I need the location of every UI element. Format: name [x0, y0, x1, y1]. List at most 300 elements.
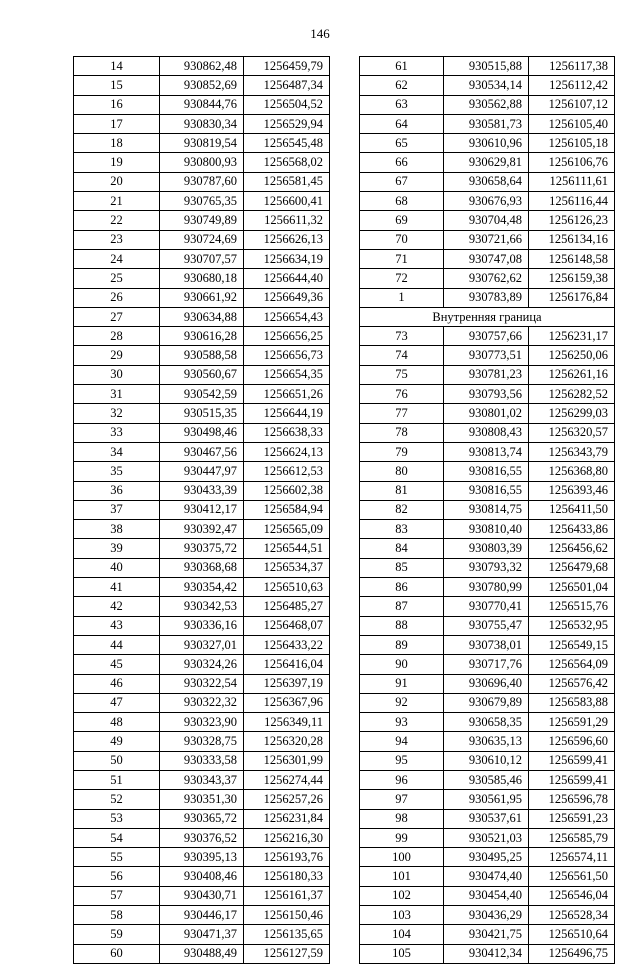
- y-coordinate-cell: 1256581,45: [244, 172, 330, 191]
- x-coordinate-cell: 930770,41: [444, 597, 529, 616]
- x-coordinate-cell: 930658,35: [444, 713, 529, 732]
- x-coordinate-cell: 930561,95: [444, 790, 529, 809]
- y-coordinate-cell: 1256496,75: [529, 944, 615, 963]
- x-coordinate-cell: 930322,54: [160, 674, 244, 693]
- point-number-cell: 56: [74, 867, 160, 886]
- table-row: [360, 751, 615, 770]
- point-number-cell: 36: [74, 481, 160, 500]
- y-coordinate-cell: 1256180,33: [244, 867, 330, 886]
- point-number-cell: 38: [74, 520, 160, 539]
- point-number-cell: 48: [74, 713, 160, 732]
- y-coordinate-cell: 1256117,38: [529, 57, 615, 76]
- x-coordinate-cell: 930781,23: [444, 365, 529, 384]
- point-number-cell: 20: [74, 172, 160, 191]
- table-row: [360, 578, 615, 597]
- table-row: [74, 635, 330, 654]
- y-coordinate-cell: 1256105,18: [529, 134, 615, 153]
- table-row: [74, 365, 330, 384]
- x-coordinate-cell: 930808,43: [444, 423, 529, 442]
- y-coordinate-cell: 1256107,12: [529, 95, 615, 114]
- x-coordinate-cell: 930844,76: [160, 95, 244, 114]
- x-coordinate-cell: 930801,02: [444, 404, 529, 423]
- point-number-cell: 101: [360, 867, 444, 886]
- x-coordinate-cell: 930635,13: [444, 732, 529, 751]
- y-coordinate-cell: 1256367,96: [244, 693, 330, 712]
- table-row: [74, 346, 330, 365]
- point-number-cell: 35: [74, 462, 160, 481]
- table-row: [74, 481, 330, 500]
- y-coordinate-cell: 1256649,36: [244, 288, 330, 307]
- point-number-cell: 76: [360, 385, 444, 404]
- x-coordinate-cell: 930322,32: [160, 693, 244, 712]
- point-number-cell: 63: [360, 95, 444, 114]
- y-coordinate-cell: 1256624,13: [244, 442, 330, 461]
- y-coordinate-cell: 1256585,79: [529, 828, 615, 847]
- x-coordinate-cell: 930780,99: [444, 578, 529, 597]
- table-row: [360, 230, 615, 249]
- table-row: [74, 462, 330, 481]
- point-number-cell: 62: [360, 76, 444, 95]
- y-coordinate-cell: 1256216,30: [244, 828, 330, 847]
- table-row: [360, 635, 615, 654]
- x-coordinate-cell: 930749,89: [160, 211, 244, 230]
- y-coordinate-cell: 1256656,25: [244, 327, 330, 346]
- point-number-cell: 23: [74, 230, 160, 249]
- x-coordinate-cell: 930375,72: [160, 539, 244, 558]
- x-coordinate-cell: 930562,88: [444, 95, 529, 114]
- table-row: [360, 327, 615, 346]
- table-row: [360, 76, 615, 95]
- point-number-cell: 61: [360, 57, 444, 76]
- y-coordinate-cell: 1256176,84: [529, 288, 615, 307]
- y-coordinate-cell: 1256544,51: [244, 539, 330, 558]
- x-coordinate-cell: 930747,08: [444, 249, 529, 268]
- point-number-cell: 18: [74, 134, 160, 153]
- x-coordinate-cell: 930810,40: [444, 520, 529, 539]
- y-coordinate-cell: 1256644,19: [244, 404, 330, 423]
- point-number-cell: 22: [74, 211, 160, 230]
- point-number-cell: 80: [360, 462, 444, 481]
- point-number-cell: 83: [360, 520, 444, 539]
- y-coordinate-cell: 1256574,11: [529, 848, 615, 867]
- y-coordinate-cell: 1256600,41: [244, 192, 330, 211]
- table-row: [360, 249, 615, 268]
- table-row: [360, 57, 615, 76]
- y-coordinate-cell: 1256528,34: [529, 906, 615, 925]
- y-coordinate-cell: 1256599,41: [529, 770, 615, 789]
- point-number-cell: 68: [360, 192, 444, 211]
- point-number-cell: 69: [360, 211, 444, 230]
- point-number-cell: 33: [74, 423, 160, 442]
- point-number-cell: 55: [74, 848, 160, 867]
- y-coordinate-cell: 1256638,33: [244, 423, 330, 442]
- table-row: [74, 442, 330, 461]
- point-number-cell: 54: [74, 828, 160, 847]
- y-coordinate-cell: 1256416,04: [244, 655, 330, 674]
- x-coordinate-cell: 930408,46: [160, 867, 244, 886]
- x-coordinate-cell: 930819,54: [160, 134, 244, 153]
- x-coordinate-cell: 930581,73: [444, 114, 529, 133]
- point-number-cell: 70: [360, 230, 444, 249]
- point-number-cell: 98: [360, 809, 444, 828]
- table-row: [360, 925, 615, 944]
- x-coordinate-cell: 930333,58: [160, 751, 244, 770]
- x-coordinate-cell: 930323,90: [160, 713, 244, 732]
- table-row: [360, 134, 615, 153]
- point-number-cell: 30: [74, 365, 160, 384]
- x-coordinate-cell: 930680,18: [160, 269, 244, 288]
- point-number-cell: 34: [74, 442, 160, 461]
- point-number-cell: 78: [360, 423, 444, 442]
- x-coordinate-cell: 930616,28: [160, 327, 244, 346]
- point-number-cell: 97: [360, 790, 444, 809]
- table-row: [360, 770, 615, 789]
- x-coordinate-cell: 930588,58: [160, 346, 244, 365]
- table-row: [74, 385, 330, 404]
- table-row: [360, 886, 615, 905]
- table-row: [74, 423, 330, 442]
- y-coordinate-cell: 1256626,13: [244, 230, 330, 249]
- y-coordinate-cell: 1256611,32: [244, 211, 330, 230]
- y-coordinate-cell: 1256644,40: [244, 269, 330, 288]
- point-number-cell: 28: [74, 327, 160, 346]
- table-row: [74, 655, 330, 674]
- table-row: [74, 790, 330, 809]
- x-coordinate-cell: 930412,17: [160, 500, 244, 519]
- point-number-cell: 17: [74, 114, 160, 133]
- x-coordinate-cell: 930813,74: [444, 442, 529, 461]
- y-coordinate-cell: 1256127,59: [244, 944, 330, 963]
- y-coordinate-cell: 1256564,09: [529, 655, 615, 674]
- table-row: [74, 76, 330, 95]
- coordinates-table-right: [359, 56, 615, 964]
- y-coordinate-cell: 1256320,57: [529, 423, 615, 442]
- point-number-cell: 75: [360, 365, 444, 384]
- point-number-cell: 31: [74, 385, 160, 404]
- x-coordinate-cell: 930800,93: [160, 153, 244, 172]
- point-number-cell: 53: [74, 809, 160, 828]
- y-coordinate-cell: 1256485,27: [244, 597, 330, 616]
- y-coordinate-cell: 1256532,95: [529, 616, 615, 635]
- table-row: [74, 114, 330, 133]
- x-coordinate-cell: 930816,55: [444, 481, 529, 500]
- y-coordinate-cell: 1256159,38: [529, 269, 615, 288]
- point-number-cell: 79: [360, 442, 444, 461]
- y-coordinate-cell: 1256116,44: [529, 192, 615, 211]
- table-row: [74, 751, 330, 770]
- x-coordinate-cell: 930368,68: [160, 558, 244, 577]
- y-coordinate-cell: 1256257,26: [244, 790, 330, 809]
- y-coordinate-cell: 1256599,41: [529, 751, 615, 770]
- y-coordinate-cell: 1256584,94: [244, 500, 330, 519]
- x-coordinate-cell: 930521,03: [444, 828, 529, 847]
- y-coordinate-cell: 1256546,04: [529, 886, 615, 905]
- y-coordinate-cell: 1256368,80: [529, 462, 615, 481]
- point-number-cell: 45: [74, 655, 160, 674]
- point-number-cell: 21: [74, 192, 160, 211]
- y-coordinate-cell: 1256135,65: [244, 925, 330, 944]
- x-coordinate-cell: 930542,59: [160, 385, 244, 404]
- y-coordinate-cell: 1256656,73: [244, 346, 330, 365]
- table-row: [74, 249, 330, 268]
- table-row: [74, 828, 330, 847]
- x-coordinate-cell: 930814,75: [444, 500, 529, 519]
- table-row: [360, 365, 615, 384]
- y-coordinate-cell: 1256150,46: [244, 906, 330, 925]
- y-coordinate-cell: 1256510,63: [244, 578, 330, 597]
- point-number-cell: 104: [360, 925, 444, 944]
- x-coordinate-cell: 930610,12: [444, 751, 529, 770]
- table-row: [360, 828, 615, 847]
- x-coordinate-cell: 930762,62: [444, 269, 529, 288]
- y-coordinate-cell: 1256299,03: [529, 404, 615, 423]
- table-row: [74, 153, 330, 172]
- y-coordinate-cell: 1256634,19: [244, 249, 330, 268]
- y-coordinate-cell: 1256148,58: [529, 249, 615, 268]
- x-coordinate-cell: 930765,35: [160, 192, 244, 211]
- x-coordinate-cell: 930336,16: [160, 616, 244, 635]
- y-coordinate-cell: 1256534,37: [244, 558, 330, 577]
- y-coordinate-cell: 1256250,06: [529, 346, 615, 365]
- y-coordinate-cell: 1256468,07: [244, 616, 330, 635]
- x-coordinate-cell: 930793,32: [444, 558, 529, 577]
- x-coordinate-cell: 930661,92: [160, 288, 244, 307]
- y-coordinate-cell: 1256568,02: [244, 153, 330, 172]
- y-coordinate-cell: 1256515,76: [529, 597, 615, 616]
- table-row: [360, 655, 615, 674]
- point-number-cell: 43: [74, 616, 160, 635]
- point-number-cell: 71: [360, 249, 444, 268]
- y-coordinate-cell: 1256261,16: [529, 365, 615, 384]
- point-number-cell: 81: [360, 481, 444, 500]
- point-number-cell: 32: [74, 404, 160, 423]
- x-coordinate-cell: 930634,88: [160, 307, 244, 326]
- y-coordinate-cell: 1256591,29: [529, 713, 615, 732]
- y-coordinate-cell: 1256654,43: [244, 307, 330, 326]
- table-row: [74, 770, 330, 789]
- x-coordinate-cell: 930852,69: [160, 76, 244, 95]
- point-number-cell: 41: [74, 578, 160, 597]
- table-row: [74, 674, 330, 693]
- y-coordinate-cell: 1256112,42: [529, 76, 615, 95]
- x-coordinate-cell: 930803,39: [444, 539, 529, 558]
- point-number-cell: 59: [74, 925, 160, 944]
- point-number-cell: 39: [74, 539, 160, 558]
- point-number-cell: 47: [74, 693, 160, 712]
- point-number-cell: 57: [74, 886, 160, 905]
- table-row: [360, 269, 615, 288]
- y-coordinate-cell: 1256561,50: [529, 867, 615, 886]
- point-number-cell: 14: [74, 57, 160, 76]
- table-row: [74, 848, 330, 867]
- table-row: [360, 114, 615, 133]
- y-coordinate-cell: 1256565,09: [244, 520, 330, 539]
- table-row: [74, 809, 330, 828]
- point-number-cell: 84: [360, 539, 444, 558]
- point-number-cell: 27: [74, 307, 160, 326]
- point-number-cell: 65: [360, 134, 444, 153]
- point-number-cell: 44: [74, 635, 160, 654]
- table-row: [74, 906, 330, 925]
- x-coordinate-cell: 930676,93: [444, 192, 529, 211]
- y-coordinate-cell: 1256320,28: [244, 732, 330, 751]
- point-number-cell: 94: [360, 732, 444, 751]
- table-row: [74, 327, 330, 346]
- x-coordinate-cell: 930392,47: [160, 520, 244, 539]
- x-coordinate-cell: 930707,57: [160, 249, 244, 268]
- point-number-cell: 51: [74, 770, 160, 789]
- coordinates-table-left: [73, 56, 330, 964]
- table-row: [360, 192, 615, 211]
- y-coordinate-cell: 1256504,52: [244, 95, 330, 114]
- y-coordinate-cell: 1256459,79: [244, 57, 330, 76]
- y-coordinate-cell: 1256161,37: [244, 886, 330, 905]
- point-number-cell: 95: [360, 751, 444, 770]
- point-number-cell: 42: [74, 597, 160, 616]
- x-coordinate-cell: 930757,66: [444, 327, 529, 346]
- point-number-cell: 40: [74, 558, 160, 577]
- y-coordinate-cell: 1256549,15: [529, 635, 615, 654]
- point-number-cell: 92: [360, 693, 444, 712]
- x-coordinate-cell: 930717,76: [444, 655, 529, 674]
- x-coordinate-cell: 930454,40: [444, 886, 529, 905]
- table-row: [360, 674, 615, 693]
- y-coordinate-cell: 1256349,11: [244, 713, 330, 732]
- table-row: [74, 539, 330, 558]
- y-coordinate-cell: 1256231,17: [529, 327, 615, 346]
- table-row: [74, 558, 330, 577]
- section-heading: Внутренняя граница: [360, 307, 615, 326]
- table-row: [360, 558, 615, 577]
- y-coordinate-cell: 1256456,62: [529, 539, 615, 558]
- y-coordinate-cell: 1256231,84: [244, 809, 330, 828]
- table-row: [74, 404, 330, 423]
- y-coordinate-cell: 1256510,64: [529, 925, 615, 944]
- y-coordinate-cell: 1256105,40: [529, 114, 615, 133]
- point-number-cell: 24: [74, 249, 160, 268]
- table-row: [360, 809, 615, 828]
- point-number-cell: 16: [74, 95, 160, 114]
- x-coordinate-cell: 930679,89: [444, 693, 529, 712]
- point-number-cell: 19: [74, 153, 160, 172]
- table-row: [360, 713, 615, 732]
- point-number-cell: 86: [360, 578, 444, 597]
- y-coordinate-cell: 1256282,52: [529, 385, 615, 404]
- y-coordinate-cell: 1256612,53: [244, 462, 330, 481]
- table-row: [74, 192, 330, 211]
- x-coordinate-cell: 930585,46: [444, 770, 529, 789]
- table-row: [74, 230, 330, 249]
- table-row: [74, 713, 330, 732]
- table-row: [360, 404, 615, 423]
- table-row: [360, 442, 615, 461]
- x-coordinate-cell: 930421,75: [444, 925, 529, 944]
- table-row: [360, 539, 615, 558]
- point-number-cell: 100: [360, 848, 444, 867]
- table-row: [74, 95, 330, 114]
- point-number-cell: 96: [360, 770, 444, 789]
- table-row: [360, 848, 615, 867]
- x-coordinate-cell: 930787,60: [160, 172, 244, 191]
- table-row: [360, 211, 615, 230]
- point-number-cell: 37: [74, 500, 160, 519]
- x-coordinate-cell: 930488,49: [160, 944, 244, 963]
- point-number-cell: 1: [360, 288, 444, 307]
- point-number-cell: 58: [74, 906, 160, 925]
- x-coordinate-cell: 930862,48: [160, 57, 244, 76]
- x-coordinate-cell: 930395,13: [160, 848, 244, 867]
- x-coordinate-cell: 930430,71: [160, 886, 244, 905]
- table-row: [74, 172, 330, 191]
- y-coordinate-cell: 1256393,46: [529, 481, 615, 500]
- table-row: [360, 172, 615, 191]
- table-row: [360, 944, 615, 963]
- table-row: [74, 520, 330, 539]
- x-coordinate-cell: 930658,64: [444, 172, 529, 191]
- x-coordinate-cell: 930327,01: [160, 635, 244, 654]
- x-coordinate-cell: 930474,40: [444, 867, 529, 886]
- x-coordinate-cell: 930537,61: [444, 809, 529, 828]
- point-number-cell: 73: [360, 327, 444, 346]
- section-heading-row: [360, 307, 615, 326]
- table-row: [74, 500, 330, 519]
- y-coordinate-cell: 1256479,68: [529, 558, 615, 577]
- point-number-cell: 93: [360, 713, 444, 732]
- x-coordinate-cell: 930704,48: [444, 211, 529, 230]
- point-number-cell: 72: [360, 269, 444, 288]
- x-coordinate-cell: 930436,29: [444, 906, 529, 925]
- table-row: [74, 578, 330, 597]
- page-number: 146: [310, 26, 330, 41]
- table-row: [360, 867, 615, 886]
- table-row: [360, 906, 615, 925]
- y-coordinate-cell: 1256596,60: [529, 732, 615, 751]
- table-row: [74, 925, 330, 944]
- table-row: [360, 500, 615, 519]
- x-coordinate-cell: 930724,69: [160, 230, 244, 249]
- y-coordinate-cell: 1256274,44: [244, 770, 330, 789]
- y-coordinate-cell: 1256301,99: [244, 751, 330, 770]
- x-coordinate-cell: 930467,56: [160, 442, 244, 461]
- y-coordinate-cell: 1256602,38: [244, 481, 330, 500]
- x-coordinate-cell: 930351,30: [160, 790, 244, 809]
- y-coordinate-cell: 1256591,23: [529, 809, 615, 828]
- x-coordinate-cell: 930433,39: [160, 481, 244, 500]
- table-row: [74, 597, 330, 616]
- table-row: [360, 732, 615, 751]
- y-coordinate-cell: 1256433,22: [244, 635, 330, 654]
- table-row: [360, 153, 615, 172]
- y-coordinate-cell: 1256126,23: [529, 211, 615, 230]
- table-row: [360, 693, 615, 712]
- table-row: [360, 790, 615, 809]
- point-number-cell: 82: [360, 500, 444, 519]
- y-coordinate-cell: 1256501,04: [529, 578, 615, 597]
- y-coordinate-cell: 1256654,35: [244, 365, 330, 384]
- table-row: [74, 288, 330, 307]
- x-coordinate-cell: 930343,37: [160, 770, 244, 789]
- table-row: [360, 616, 615, 635]
- x-coordinate-cell: 930376,52: [160, 828, 244, 847]
- table-row: [74, 616, 330, 635]
- table-row: [360, 288, 615, 307]
- table-row: [74, 886, 330, 905]
- x-coordinate-cell: 930342,53: [160, 597, 244, 616]
- point-number-cell: 49: [74, 732, 160, 751]
- point-number-cell: 64: [360, 114, 444, 133]
- x-coordinate-cell: 930629,81: [444, 153, 529, 172]
- table-row: [360, 346, 615, 365]
